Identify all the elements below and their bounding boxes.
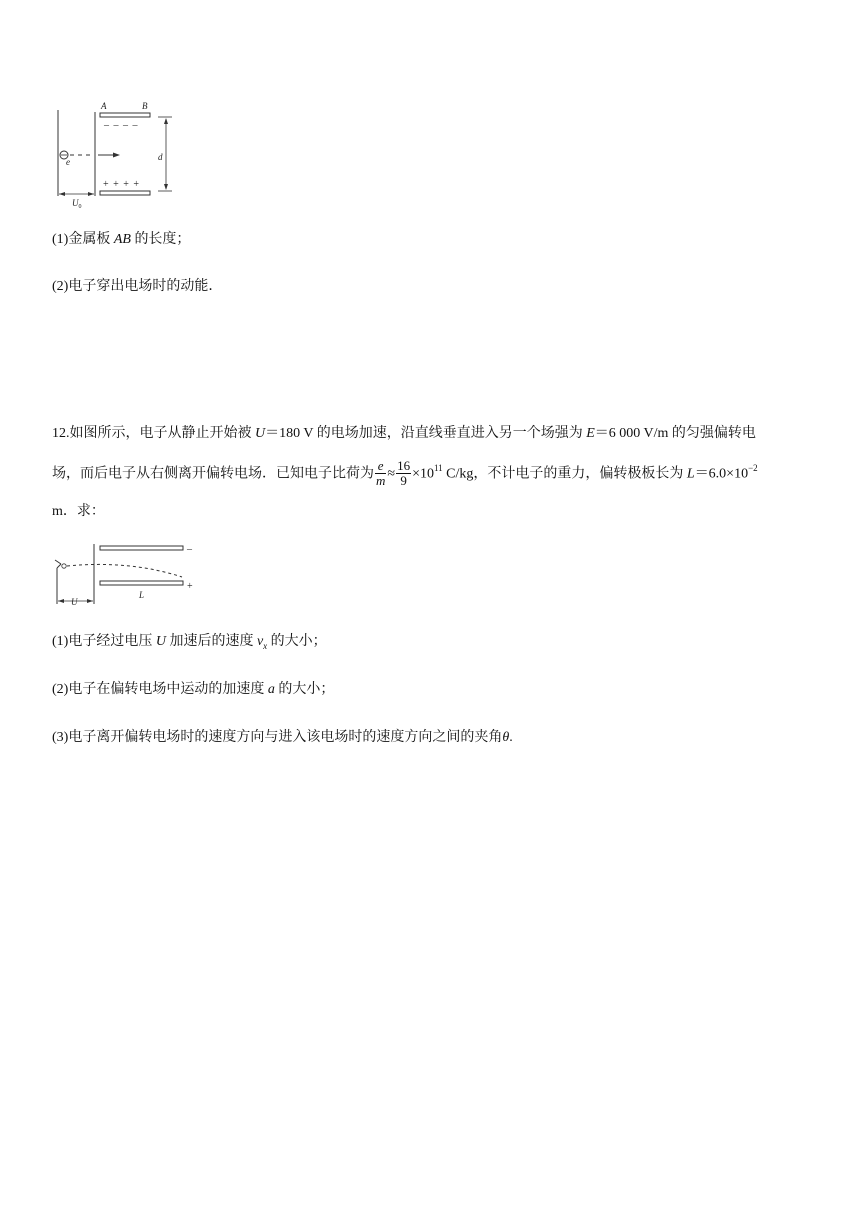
part-number: (2) — [52, 279, 69, 294]
part-number: (2) — [52, 682, 69, 697]
part-text: 电子穿出电场时的动能． — [68, 279, 223, 294]
part-text: 的长度； — [130, 232, 191, 247]
numeric-fraction — [396, 459, 411, 488]
question-text: ＝6 000 V/m 的匀强偏转电 — [594, 426, 756, 441]
question-text: ×10 — [412, 466, 434, 482]
question12-part2 — [52, 680, 334, 700]
question12-line3 — [52, 502, 105, 522]
variable-v: v — [256, 634, 264, 649]
part-text: . — [509, 730, 513, 745]
question-text: C/kg，不计电子的重力，偏转极板长为 — [442, 466, 687, 482]
question-text: m．求： — [52, 504, 105, 519]
electron-label: e — [66, 157, 70, 167]
negative-charges: – – – – — [104, 120, 139, 131]
part-text: 的大小； — [267, 634, 327, 649]
fraction-denominator: m — [376, 473, 386, 488]
question-text: 如图所示，电子从静止开始被 — [69, 426, 255, 441]
exponent: 11 — [433, 463, 443, 474]
variable-a: a — [267, 682, 275, 697]
question11-part2 — [52, 277, 222, 297]
question12-part3 — [52, 728, 513, 748]
variable-theta: θ — [502, 730, 510, 745]
part-text: 金属板 — [68, 232, 114, 247]
part-text: 的大小； — [274, 682, 335, 697]
part-number: (1) — [52, 634, 69, 649]
charge-mass-fraction — [375, 459, 386, 488]
positive-charges: + + + + — [103, 179, 141, 190]
question12-line1 — [52, 424, 756, 444]
plate-length-l-label: L — [139, 590, 145, 600]
plate-a-label: A — [101, 101, 107, 111]
fraction-numerator: e — [375, 459, 386, 474]
subscript-x: x — [263, 640, 268, 651]
figure-deflection-diagram — [50, 540, 200, 610]
question-text: 场，而后电子从右侧离开偏转电场．已知电子比荷为 — [52, 466, 374, 482]
minus-terminal-label: – — [187, 544, 192, 555]
voltage-u-label: U — [71, 597, 78, 607]
fraction-numerator: 16 — [397, 458, 411, 473]
variable-e: E — [586, 426, 595, 441]
distance-d-label: d — [158, 152, 163, 162]
question12-part1 — [52, 632, 327, 652]
part-text: 加速后的速度 — [165, 634, 257, 649]
figure-parallel-plates-diagram — [50, 96, 185, 211]
variable-l: L — [686, 466, 695, 482]
part-text: 电子经过电压 — [68, 634, 156, 649]
variable-ab: AB — [113, 232, 131, 247]
question11-part1 — [52, 230, 190, 250]
fraction-denominator: 9 — [400, 473, 407, 488]
variable-u: U — [155, 634, 166, 649]
part-number: (1) — [52, 232, 69, 247]
part-number: (3) — [52, 730, 69, 745]
question12-line2 — [52, 460, 758, 489]
approx-sign: ≈ — [387, 466, 396, 482]
voltage-u0-label: $U_0$ — [72, 198, 82, 210]
part-text: 电子在偏转电场中运动的加速度 — [68, 682, 268, 697]
question-text: ＝6.0×10 — [694, 466, 749, 482]
variable-u: U — [255, 426, 266, 441]
exponent: −2 — [748, 463, 758, 474]
plus-terminal-label: + — [187, 581, 193, 592]
question-text: ＝180 V 的电场加速，沿直线垂直进入另一个场强为 — [265, 426, 587, 441]
question-number: 12. — [52, 426, 70, 441]
plate-b-label: B — [142, 101, 148, 111]
part-text: 电子离开偏转电场时的速度方向与进入该电场时的速度方向之间的夹角 — [68, 730, 503, 745]
